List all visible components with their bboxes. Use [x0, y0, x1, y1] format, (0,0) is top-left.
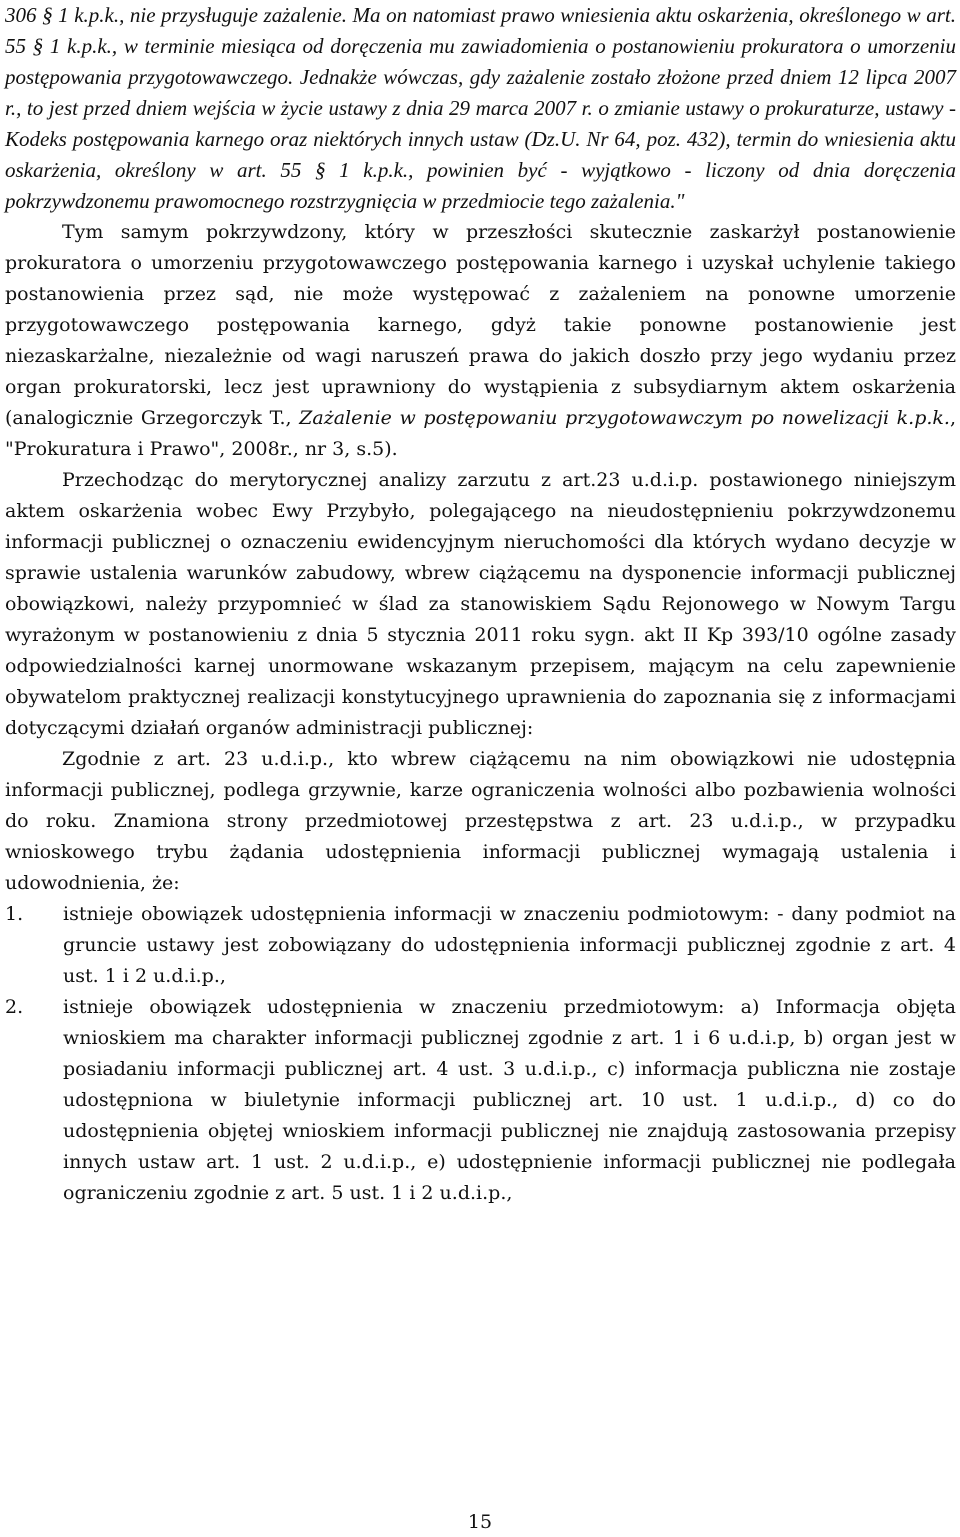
- page-number: 15: [467, 1511, 493, 1533]
- list-item-text: istnieje obowiązek udostępnienia informacji w znaczeniu podmiotowym: - dany podmiot na gruncie ustawy jest zobowiązany do udostępnienia informacji publicznej zgodnie z art. 4 ust. 1 i 2 u.d.i.p.,: [63, 903, 956, 987]
- paragraph-merit-analysis: Przechodząc do merytorycznej analizy zarzutu z art.23 u.d.i.p. postawionego niniejszym aktem oskarżenia wobec Ewy Przybyło, polegającego na nieudostępnieniu pokrzywdzonemu informacji publicznej o oznaczeniu ewidencyjnym nieruchomości dla których wydano decyzje w sprawie ustalenia warunków zabudowy, wbrew ciążącemu na dysponencie informacji publicznej obowiązkowi, należy przypomnieć w ślad za stanowiskiem Sądu Rejonowego w Nowym Targu wyrażonym w postanowieniu z dnia 5 stycznia 2011 roku sygn. akt II Kp 393/10 ogólne zasady odpowiedzialności karnej unormowane wskazanym przepisem, mającym na celu zapewnienie obywatelom praktycznej realizacji konstytucyjnego uprawnienia do zapoznania się z informacjami dotyczącymi działań organów administracji publicznej:: [5, 469, 956, 739]
- list-item-number: 1.: [5, 903, 24, 925]
- list-item: [5, 899, 956, 992]
- citation-source: , "Prokuratura i Prawo", 2008r., nr 3, s.5).: [5, 407, 956, 460]
- list-item-text: istnieje obowiązek udostępnienia w znaczeniu przedmiotowym: a) Informacja objęta wnioskiem ma charakter informacji publicznej zgodnie z art. 1 i 6 u.d.i.p, b) organ jest w posiadaniu informacji publicznej art. 4 ust. 3 u.d.i.p., c) informacja publiczna nie zostaje udostępniona w biuletynie informacji publicznej art. 10 ust. 1 u.d.i.p., d) co do udostępnienia objętej wnioskiem informacji publicznej nie znajdują zastosowania przepisy innych ustaw art. 1 ust. 2 u.d.i.p., e) udostępnienie informacji publicznej nie podlegała ograniczeniu zgodnie z art. 5 ust. 1 i 2 u.d.i.p.,: [63, 996, 956, 1204]
- list-item-number: 2.: [5, 996, 24, 1018]
- page-content: [5, 0, 956, 1209]
- quoted-ruling-italic: 306 § 1 k.p.k., nie przysługuje zażalenie. Ma on natomiast prawo wniesienia aktu oskarżenia, określonego w art. 55 § 1 k.p.k., w terminie miesiąca od doręczenia mu zawiadomienia o postanowieniu prokuratora o umorzeniu postępowania przygotowawczego. Jednakże wówczas, gdy zażalenie zostało złożone przed dniem 12 lipca 2007 r., to jest przed dniem wejścia w życie ustawy z dnia 29 marca 2007 r. o zmianie ustawy o prokuraturze, ustawy - Kodeks postępowania karnego oraz niektórych innych ustaw (Dz.U. Nr 64, poz. 432), termin do wniesienia aktu oskarżenia, określony w art. 55 § 1 k.p.k., powinien być - wyjątkowo - liczony od dnia doręczenia pokrzywdzonemu prawomocnego rozstrzygnięcia w przedmiocie tego zażalenia.": [5, 3, 956, 213]
- cited-article-title: Zażalenie w postępowaniu przygotowawczym po nowelizacji k.p.k.: [299, 407, 950, 429]
- paragraph-subsidiary-indictment: [5, 217, 956, 465]
- paragraph-art-23: Zgodnie z art. 23 u.d.i.p., kto wbrew ciążącemu na nim obowiązkowi nie udostępnia informacji publicznej, podlega grzywnie, karze ograniczenia wolności albo pozbawienia wolności do roku. Znamiona strony przedmiotowej przestępstwa z art. 23 u.d.i.p., w przypadku wnioskowego trybu żądania udostępnienia informacji publicznej wymagają ustalenia i udowodnienia, że:: [5, 748, 956, 894]
- list-item: [5, 992, 956, 1209]
- paragraph-text: Tym samym pokrzywdzony, który w przeszłości skutecznie zaskarżył postanowienie prokuratora o umorzeniu przygotowawczego postępowania karnego i uzyskał uchylenie takiego postanowienia przez sąd, nie może występować z zażaleniem na ponowne umorzenie przygotowawczego postępowania karnego, gdyż takie ponowne postanowienie jest niezaskarżalne, niezależnie od wagi naruszeń prawa do jakich doszło przy jego wydaniu przez organ prokuratorski, lecz jest uprawniony do wystąpienia z subsydiarnym aktem oskarżenia (analogicznie Grzegorczyk T.,: [5, 221, 956, 429]
